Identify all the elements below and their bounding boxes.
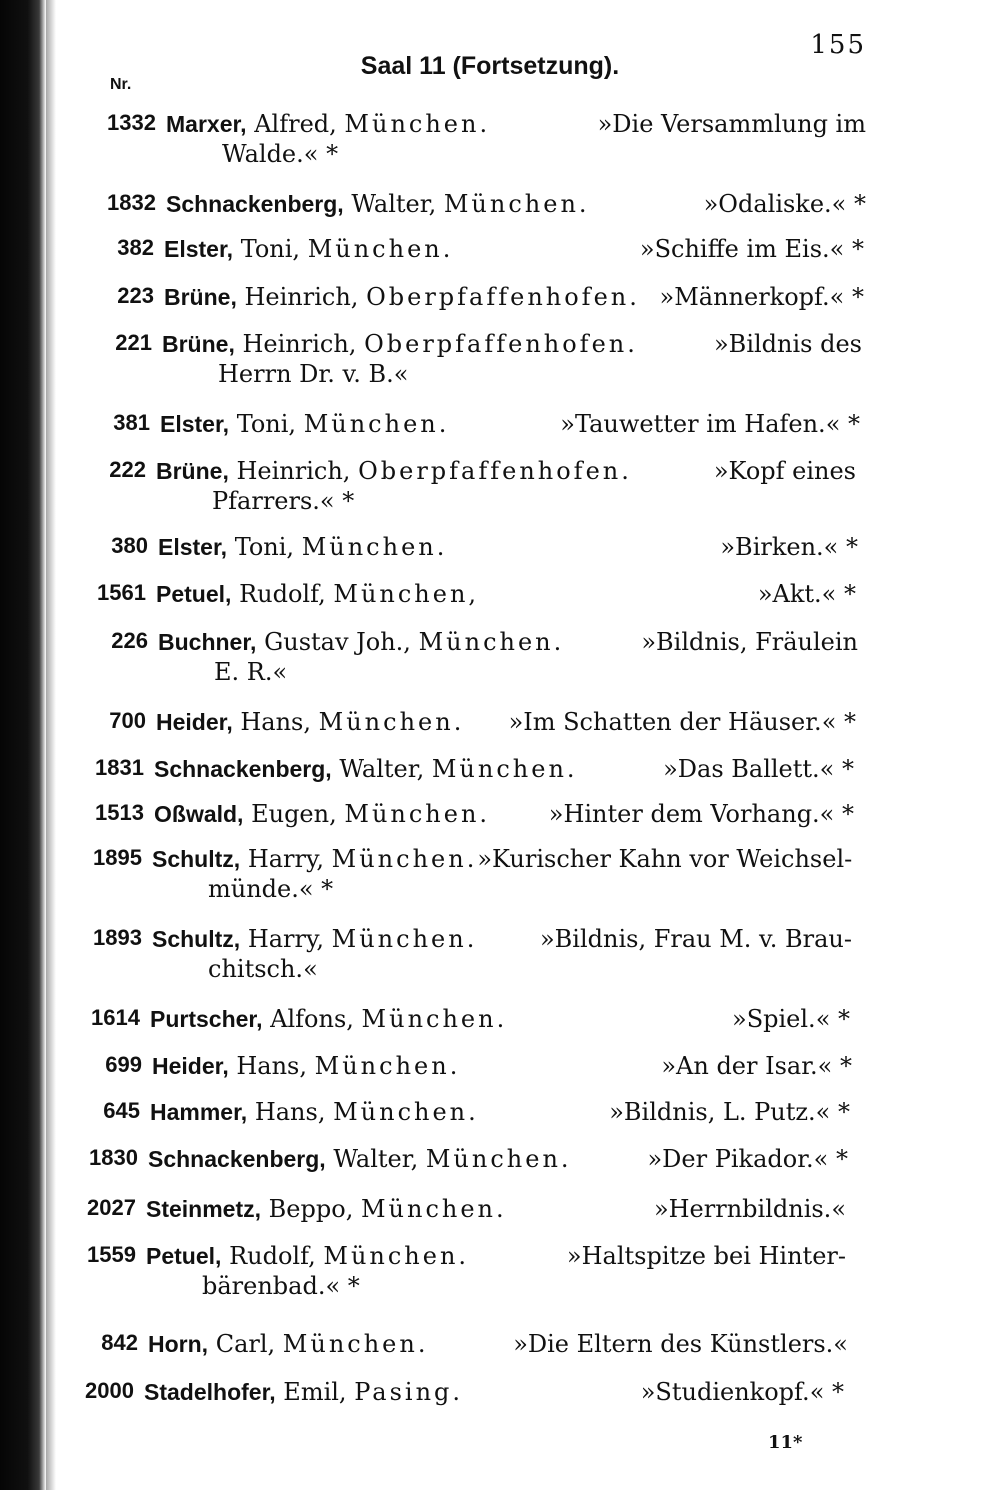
entry-first-line <box>162 330 862 358</box>
artwork-title: »Haltspitze bei Hinter- <box>566 1242 846 1270</box>
entry-artist-info <box>146 1195 507 1223</box>
artwork-title: »Bildnis, Frau M. v. Brau- <box>539 925 852 953</box>
entry-number: 842 <box>101 1330 138 1355</box>
entry-number: 645 <box>103 1098 140 1123</box>
entry-first-line <box>154 755 854 783</box>
artist-city: München. <box>303 410 450 438</box>
artist-first-name: Heinrich, <box>244 283 359 311</box>
entry-artist-info <box>164 235 453 263</box>
artist-city: München. <box>443 190 590 218</box>
artist-surname: Stadelhofer, <box>144 1379 276 1405</box>
entry-number: 226 <box>111 628 148 653</box>
artist-surname: Heider, <box>156 709 233 735</box>
artist-surname: Heider, <box>152 1053 229 1079</box>
artwork-title: »Schiffe im Eis.« * <box>639 235 864 263</box>
entry-number: 1614 <box>91 1005 140 1030</box>
artist-surname: Elster, <box>164 236 234 262</box>
artwork-title-continuation: münde.« * <box>208 875 334 903</box>
artwork-title: »Akt.« * <box>757 580 856 608</box>
artist-city: München. <box>282 1330 429 1358</box>
artwork-title: »Der Pikador.« * <box>647 1145 848 1173</box>
signature-mark: 11* <box>768 1432 803 1453</box>
entry-first-line <box>144 1378 844 1406</box>
entry-number: 2027 <box>87 1195 136 1220</box>
entry-number: 222 <box>109 457 146 482</box>
artist-first-name: Walter, <box>339 755 425 783</box>
entry-number: 1895 <box>93 845 142 870</box>
artist-first-name: Hans, <box>240 708 311 736</box>
artist-city: Oberpfaffenhofen. <box>358 457 632 485</box>
entry-number: 223 <box>117 283 154 308</box>
entry-artist-info <box>148 1145 572 1173</box>
artist-surname: Petuel, <box>146 1243 222 1269</box>
entry-first-line <box>148 1330 848 1358</box>
artwork-title-continuation: E. R.« <box>214 658 288 686</box>
artist-city: München. <box>361 1005 508 1033</box>
entry-number: 1559 <box>87 1242 136 1267</box>
artist-first-name: Gustav Joh., <box>264 628 411 656</box>
artist-first-name: Hans, <box>254 1098 326 1126</box>
artwork-title-continuation: Walde.« * <box>222 140 339 168</box>
entry-artist-info <box>164 283 640 311</box>
artist-first-name: Walter, <box>333 1145 419 1173</box>
artwork-title-continuation: bärenbad.« * <box>202 1272 360 1300</box>
artist-city: München, <box>333 580 480 608</box>
entry-first-line <box>166 190 866 218</box>
entry-artist-info <box>152 1052 460 1080</box>
entry-number: 1893 <box>93 925 142 950</box>
artist-city: München. <box>307 235 454 263</box>
artist-city: Oberpfaffenhofen. <box>364 330 638 358</box>
entry-artist-info <box>158 533 447 561</box>
artist-city: München. <box>418 628 565 656</box>
artist-city: München. <box>301 533 448 561</box>
artwork-title-continuation: Herrn Dr. v. B.« <box>218 360 409 388</box>
artist-surname: Brüne, <box>156 458 229 484</box>
artist-city: München. <box>331 925 478 953</box>
artist-city: München. <box>344 110 491 138</box>
spine-edge-shadow <box>46 0 56 1490</box>
artwork-title: »Kurischer Kahn vor Weichsel- <box>477 845 853 873</box>
entry-first-line <box>146 1242 846 1270</box>
entry-number: 700 <box>109 708 146 733</box>
artist-surname: Schnackenberg, <box>148 1146 326 1172</box>
entry-artist-info <box>148 1330 428 1358</box>
entry-artist-info <box>150 1098 479 1126</box>
artist-first-name: Rudolf, <box>239 580 326 608</box>
entry-number: 1832 <box>107 190 156 215</box>
entry-first-line <box>156 580 856 608</box>
artist-city: München. <box>425 1145 572 1173</box>
artist-surname: Elster, <box>158 534 228 560</box>
artist-city: München. <box>318 708 465 736</box>
entry-first-line <box>164 235 864 263</box>
artwork-title: »Die Eltern des Künstlers.« <box>513 1330 848 1358</box>
artist-city: München. <box>360 1195 507 1223</box>
artist-first-name: Beppo, <box>268 1195 354 1223</box>
artwork-title: »Tauwetter im Hafen.« * <box>560 410 860 438</box>
entry-first-line <box>152 845 852 873</box>
entry-number: 2000 <box>85 1378 134 1403</box>
entry-artist-info <box>166 110 490 138</box>
artist-city: Pasing. <box>354 1378 464 1406</box>
artist-surname: Elster, <box>160 411 230 437</box>
entry-first-line <box>166 110 866 138</box>
book-spine-shadow <box>0 0 46 1490</box>
entry-artist-info <box>162 330 638 358</box>
artwork-title-continuation: chitsch.« <box>208 955 318 983</box>
artwork-title: »Kopf eines <box>713 457 856 485</box>
entry-first-line <box>158 628 858 656</box>
artist-city: München. <box>314 1052 461 1080</box>
artwork-title: »Bildnis, Fräulein <box>641 628 858 656</box>
artist-first-name: Alfred, <box>254 110 337 138</box>
artist-surname: Petuel, <box>156 581 232 607</box>
artwork-title: »Spiel.« * <box>732 1005 850 1033</box>
artist-surname: Hammer, <box>150 1099 248 1125</box>
entry-artist-info <box>160 410 449 438</box>
entry-artist-info <box>156 708 464 736</box>
artwork-title: »An der Isar.« * <box>661 1052 852 1080</box>
artist-city: München. <box>323 1242 470 1270</box>
artist-city: Oberpfaffenhofen. <box>366 283 640 311</box>
artist-first-name: Eugen, <box>251 800 337 828</box>
artist-first-name: Rudolf, <box>229 1242 316 1270</box>
artwork-title: »Bildnis, L. Putz.« * <box>609 1098 850 1126</box>
entry-artist-info <box>154 800 490 828</box>
artist-first-name: Harry, <box>247 845 324 873</box>
entry-number: 381 <box>113 410 150 435</box>
artwork-title: »Hinter dem Vorhang.« * <box>548 800 854 828</box>
entry-artist-info <box>156 457 632 485</box>
entry-first-line <box>152 1052 852 1080</box>
artist-surname: Steinmetz, <box>146 1196 262 1222</box>
artist-first-name: Walter, <box>351 190 437 218</box>
artist-city: München. <box>344 800 491 828</box>
artwork-title: »Birken.« * <box>720 533 858 561</box>
entry-number: 1830 <box>89 1145 138 1170</box>
entry-first-line <box>158 533 858 561</box>
artist-surname: Marxer, <box>166 111 247 137</box>
artist-surname: Oßwald, <box>154 801 244 827</box>
artist-surname: Schnackenberg, <box>154 756 332 782</box>
entry-artist-info <box>158 628 564 656</box>
entry-number: 1332 <box>107 110 156 135</box>
artist-first-name: Toni, <box>240 235 301 263</box>
artwork-title: »Bildnis des <box>714 330 862 358</box>
entry-first-line <box>164 283 864 311</box>
artist-surname: Schultz, <box>152 926 241 952</box>
artwork-title: »Die Versammlung im <box>597 110 866 138</box>
entry-first-line <box>156 708 856 736</box>
entry-number: 221 <box>115 330 152 355</box>
entry-first-line <box>160 410 860 438</box>
artist-city: München. <box>333 1098 479 1126</box>
artist-city: München. <box>331 845 478 873</box>
artist-surname: Horn, <box>148 1331 209 1357</box>
artwork-title: »Im Schatten der Häuser.« * <box>508 708 856 736</box>
artist-surname: Buchner, <box>158 629 257 655</box>
entry-number: 1513 <box>95 800 144 825</box>
artwork-title: »Männerkopf.« * <box>659 283 864 311</box>
entry-artist-info <box>150 1005 507 1033</box>
artist-first-name: Toni, <box>236 410 297 438</box>
artist-city: München. <box>431 755 578 783</box>
entry-first-line <box>148 1145 848 1173</box>
entry-number: 1561 <box>97 580 146 605</box>
artist-first-name: Carl, <box>215 1330 276 1358</box>
entry-first-line <box>156 457 856 485</box>
entry-number: 1831 <box>95 755 144 780</box>
page-title: Saal 11 (Fortsetzung). <box>360 52 620 80</box>
entry-artist-info <box>146 1242 469 1270</box>
entry-artist-info <box>152 925 477 953</box>
artist-first-name: Heinrich, <box>236 457 351 485</box>
entry-artist-info <box>154 755 578 783</box>
artwork-title: »Odaliske.« * <box>703 190 866 218</box>
artist-first-name: Hans, <box>236 1052 307 1080</box>
artist-first-name: Heinrich, <box>242 330 357 358</box>
artwork-title: »Studienkopf.« * <box>640 1378 844 1406</box>
entry-number: 382 <box>117 235 154 260</box>
entry-artist-info <box>144 1378 463 1406</box>
artist-first-name: Emil, <box>283 1378 347 1406</box>
artist-surname: Schnackenberg, <box>166 191 344 217</box>
entry-artist-info <box>152 845 477 873</box>
nr-column-label: Nr. <box>110 76 132 93</box>
entry-artist-info <box>166 190 590 218</box>
entry-number: 380 <box>111 533 148 558</box>
page-number: 155 <box>810 30 866 60</box>
artist-surname: Brüne, <box>164 284 237 310</box>
artist-first-name: Alfons, <box>270 1005 354 1033</box>
artwork-title-continuation: Pfarrers.« * <box>212 487 355 515</box>
entry-number: 699 <box>105 1052 142 1077</box>
artist-first-name: Harry, <box>247 925 324 953</box>
entry-first-line <box>150 1005 850 1033</box>
artist-surname: Schultz, <box>152 846 241 872</box>
entry-first-line <box>146 1195 846 1223</box>
artist-first-name: Toni, <box>234 533 295 561</box>
artwork-title: »Herrnbildnis.« <box>653 1195 846 1223</box>
entry-artist-info <box>156 580 479 608</box>
entry-first-line <box>154 800 854 828</box>
artwork-title: »Das Ballett.« * <box>663 755 854 783</box>
entry-first-line <box>150 1098 850 1126</box>
artist-surname: Brüne, <box>162 331 235 357</box>
artist-surname: Purtscher, <box>150 1006 263 1032</box>
entry-first-line <box>152 925 852 953</box>
